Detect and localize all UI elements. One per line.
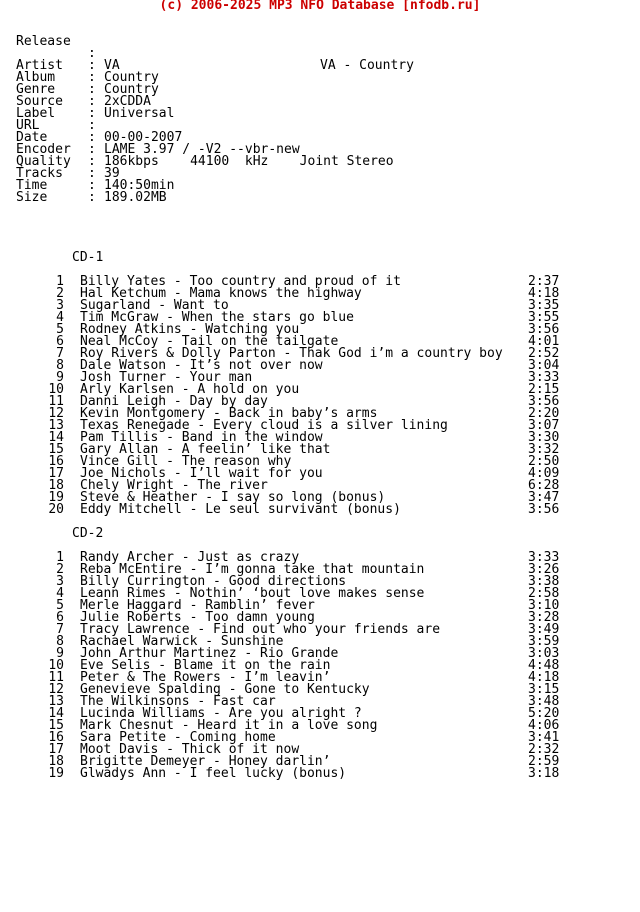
info-colon: : (88, 82, 96, 97)
track-title: Danni Leigh - Day by day (80, 394, 268, 409)
cd-title: CD-1 (72, 250, 104, 265)
track-row (0, 768, 640, 780)
track-title: Kevin Montgomery - Back in baby’s arms (80, 406, 378, 421)
track-title: Hal Ketchum - Mama knows the highway (80, 286, 362, 301)
info-label: Tracks (16, 166, 63, 181)
track-row (0, 504, 640, 516)
track-time: 2:32 (528, 742, 560, 757)
track-number: 17 (48, 466, 64, 481)
info-label: Encoder (16, 142, 71, 157)
track-time: 4:18 (528, 286, 560, 301)
track-time: 3:15 (528, 682, 560, 697)
track-time: 6:28 (528, 478, 560, 493)
track-title: Texas Renegade - Every cloud is a silver lining (80, 418, 448, 433)
track-number: 5 (56, 598, 64, 613)
release-value: VA - Country (320, 58, 414, 73)
track-number: 19 (48, 490, 64, 505)
track-title: Chely Wright - The river (80, 478, 268, 493)
track-number: 18 (48, 754, 64, 769)
info-value: Country (104, 70, 159, 85)
track-number: 2 (56, 286, 64, 301)
track-time: 4:18 (528, 670, 560, 685)
info-value: Universal (104, 106, 175, 121)
track-title: Sara Petite - Coming home (80, 730, 276, 745)
track-title: Roy Rivers & Dolly Parton - Thak God i’m a country boy (80, 346, 503, 361)
track-number: 12 (48, 406, 64, 421)
track-time: 3:49 (528, 622, 560, 637)
track-time: 3:56 (528, 502, 560, 517)
info-colon: : (88, 118, 96, 133)
track-number: 16 (48, 454, 64, 469)
track-title: Eve Selis - Blame it on the rain (80, 658, 331, 673)
track-title: Billy Yates - Too country and proud of it (80, 274, 401, 289)
track-time: 4:01 (528, 334, 560, 349)
info-colon: : (88, 58, 96, 73)
track-time: 3:10 (528, 598, 560, 613)
track-number: 6 (56, 610, 64, 625)
track-title: Steve & Heather - I say so long (bonus) (80, 490, 386, 505)
release-label: Release (16, 34, 71, 49)
track-number: 4 (56, 310, 64, 325)
track-number: 10 (48, 382, 64, 397)
info-value: 140:50min (104, 178, 175, 193)
track-time: 3:47 (528, 490, 560, 505)
track-time: 4:06 (528, 718, 560, 733)
track-number: 9 (56, 370, 64, 385)
track-time: 3:33 (528, 550, 560, 565)
track-title: Eddy Mitchell - Le seul survivant (bonus) (80, 502, 401, 517)
track-time: 3:35 (528, 298, 560, 313)
track-number: 19 (48, 766, 64, 781)
info-value: 39 (104, 166, 120, 181)
track-number: 10 (48, 658, 64, 673)
track-title: Genevieve Spalding - Gone to Kentucky (80, 682, 370, 697)
info-value: 189.02MB (104, 190, 167, 205)
track-number: 3 (56, 574, 64, 589)
track-number: 9 (56, 646, 64, 661)
track-number: 12 (48, 682, 64, 697)
info-label: Source (16, 94, 63, 109)
info-colon: : (88, 178, 96, 193)
track-title: Joe Nichols - I’ll wait for you (80, 466, 323, 481)
track-time: 3:55 (528, 310, 560, 325)
track-number: 8 (56, 634, 64, 649)
track-time: 2:37 (528, 274, 560, 289)
track-time: 4:48 (528, 658, 560, 673)
track-time: 3:28 (528, 610, 560, 625)
info-colon: : (88, 154, 96, 169)
track-time: 4:09 (528, 466, 560, 481)
track-title: Moot Davis - Thick of it now (80, 742, 300, 757)
track-number: 14 (48, 430, 64, 445)
info-colon: : (88, 106, 96, 121)
info-label: Time (16, 178, 48, 193)
info-label: Date (16, 130, 48, 145)
info-value: 186kbps 44100 kHz Joint Stereo (104, 154, 394, 169)
track-title: Rodney Atkins - Watching you (80, 322, 300, 337)
track-number: 1 (56, 274, 64, 289)
info-colon: : (88, 70, 96, 85)
info-colon: : (88, 94, 96, 109)
info-value: Country (104, 82, 159, 97)
track-time: 3:56 (528, 322, 560, 337)
track-title: Julie Roberts - Too damn young (80, 610, 315, 625)
track-time: 2:15 (528, 382, 560, 397)
info-colon: : (88, 130, 96, 145)
track-title: Peter & The Rowers - I’m leavin’ (80, 670, 331, 685)
track-time: 3:56 (528, 394, 560, 409)
track-time: 3:48 (528, 694, 560, 709)
track-title: Gary Allan - A feelin’ like that (80, 442, 331, 457)
track-title: Vince Gill - The reason why (80, 454, 292, 469)
track-time: 3:26 (528, 562, 560, 577)
track-number: 11 (48, 394, 64, 409)
track-number: 15 (48, 442, 64, 457)
release-colon: : (88, 46, 96, 61)
track-number: 18 (48, 478, 64, 493)
track-number: 16 (48, 730, 64, 745)
info-value: LAME 3.97 / -V2 --vbr-new (104, 142, 300, 157)
track-time: 3:04 (528, 358, 560, 373)
track-number: 7 (56, 346, 64, 361)
track-title: Rachael Warwick - Sunshine (80, 634, 284, 649)
info-colon: : (88, 190, 96, 205)
track-time: 3:07 (528, 418, 560, 433)
track-time: 3:38 (528, 574, 560, 589)
track-number: 11 (48, 670, 64, 685)
track-time: 2:52 (528, 346, 560, 361)
track-title: Reba McEntire - I’m gonna take that mountain (80, 562, 425, 577)
track-title: Randy Archer - Just as crazy (80, 550, 300, 565)
info-label: Artist (16, 58, 63, 73)
track-number: 4 (56, 586, 64, 601)
track-number: 2 (56, 562, 64, 577)
track-time: 3:41 (528, 730, 560, 745)
track-title: Billy Currington - Good directions (80, 574, 347, 589)
track-number: 3 (56, 298, 64, 313)
track-number: 17 (48, 742, 64, 757)
track-number: 20 (48, 502, 64, 517)
info-label: Genre (16, 82, 56, 97)
track-number: 13 (48, 418, 64, 433)
track-number: 1 (56, 550, 64, 565)
track-number: 7 (56, 622, 64, 637)
track-number: 8 (56, 358, 64, 373)
track-title: Sugarland - Want to (80, 298, 229, 313)
info-label: URL (16, 118, 40, 133)
track-time: 2:59 (528, 754, 560, 769)
track-number: 5 (56, 322, 64, 337)
track-title: Mark Chesnut - Heard it in a love song (80, 718, 378, 733)
site-banner[interactable]: (c) 2006-2025 MP3 NFO Database [nfodb.ru] (159, 0, 481, 13)
track-number: 13 (48, 694, 64, 709)
info-label: Quality (16, 154, 71, 169)
info-label: Album (16, 70, 56, 85)
track-time: 3:18 (528, 766, 560, 781)
track-title: John Arthur Martinez - Rio Grande (80, 646, 339, 661)
track-title: Tracy Lawrence - Find out who your friends are (80, 622, 441, 637)
track-title: Glwadys Ann - I feel lucky (bonus) (80, 766, 347, 781)
info-label: Label (16, 106, 56, 121)
track-number: 15 (48, 718, 64, 733)
track-time: 3:59 (528, 634, 560, 649)
track-title: The Wilkinsons - Fast car (80, 694, 276, 709)
info-colon: : (88, 166, 96, 181)
track-time: 3:33 (528, 370, 560, 385)
track-title: Pam Tillis - Band in the window (80, 430, 323, 445)
track-title: Leann Rimes - Nothin’ ‘bout love makes sense (80, 586, 425, 601)
track-time: 5:20 (528, 706, 560, 721)
info-value: VA (104, 58, 120, 73)
track-time: 3:03 (528, 646, 560, 661)
track-time: 2:50 (528, 454, 560, 469)
track-title: Lucinda Williams - Are you alright ? (80, 706, 362, 721)
track-title: Josh Turner - Your man (80, 370, 253, 385)
track-time: 2:58 (528, 586, 560, 601)
track-number: 14 (48, 706, 64, 721)
track-title: Brigitte Demeyer - Honey darlin’ (80, 754, 331, 769)
track-time: 3:30 (528, 430, 560, 445)
track-title: Arly Karlsen - A hold on you (80, 382, 300, 397)
track-time: 3:32 (528, 442, 560, 457)
info-value: 00-00-2007 (104, 130, 183, 145)
info-value: 2xCDDA (104, 94, 151, 109)
track-title: Merle Haggard - Ramblin’ fever (80, 598, 315, 613)
track-time: 2:20 (528, 406, 560, 421)
track-title: Neal McCoy - Tail on the tailgate (80, 334, 339, 349)
info-colon: : (88, 142, 96, 157)
info-label: Size (16, 190, 48, 205)
cd-title: CD-2 (72, 526, 104, 541)
track-title: Tim McGraw - When the stars go blue (80, 310, 354, 325)
track-number: 6 (56, 334, 64, 349)
track-title: Dale Watson - It’s not over now (80, 358, 323, 373)
